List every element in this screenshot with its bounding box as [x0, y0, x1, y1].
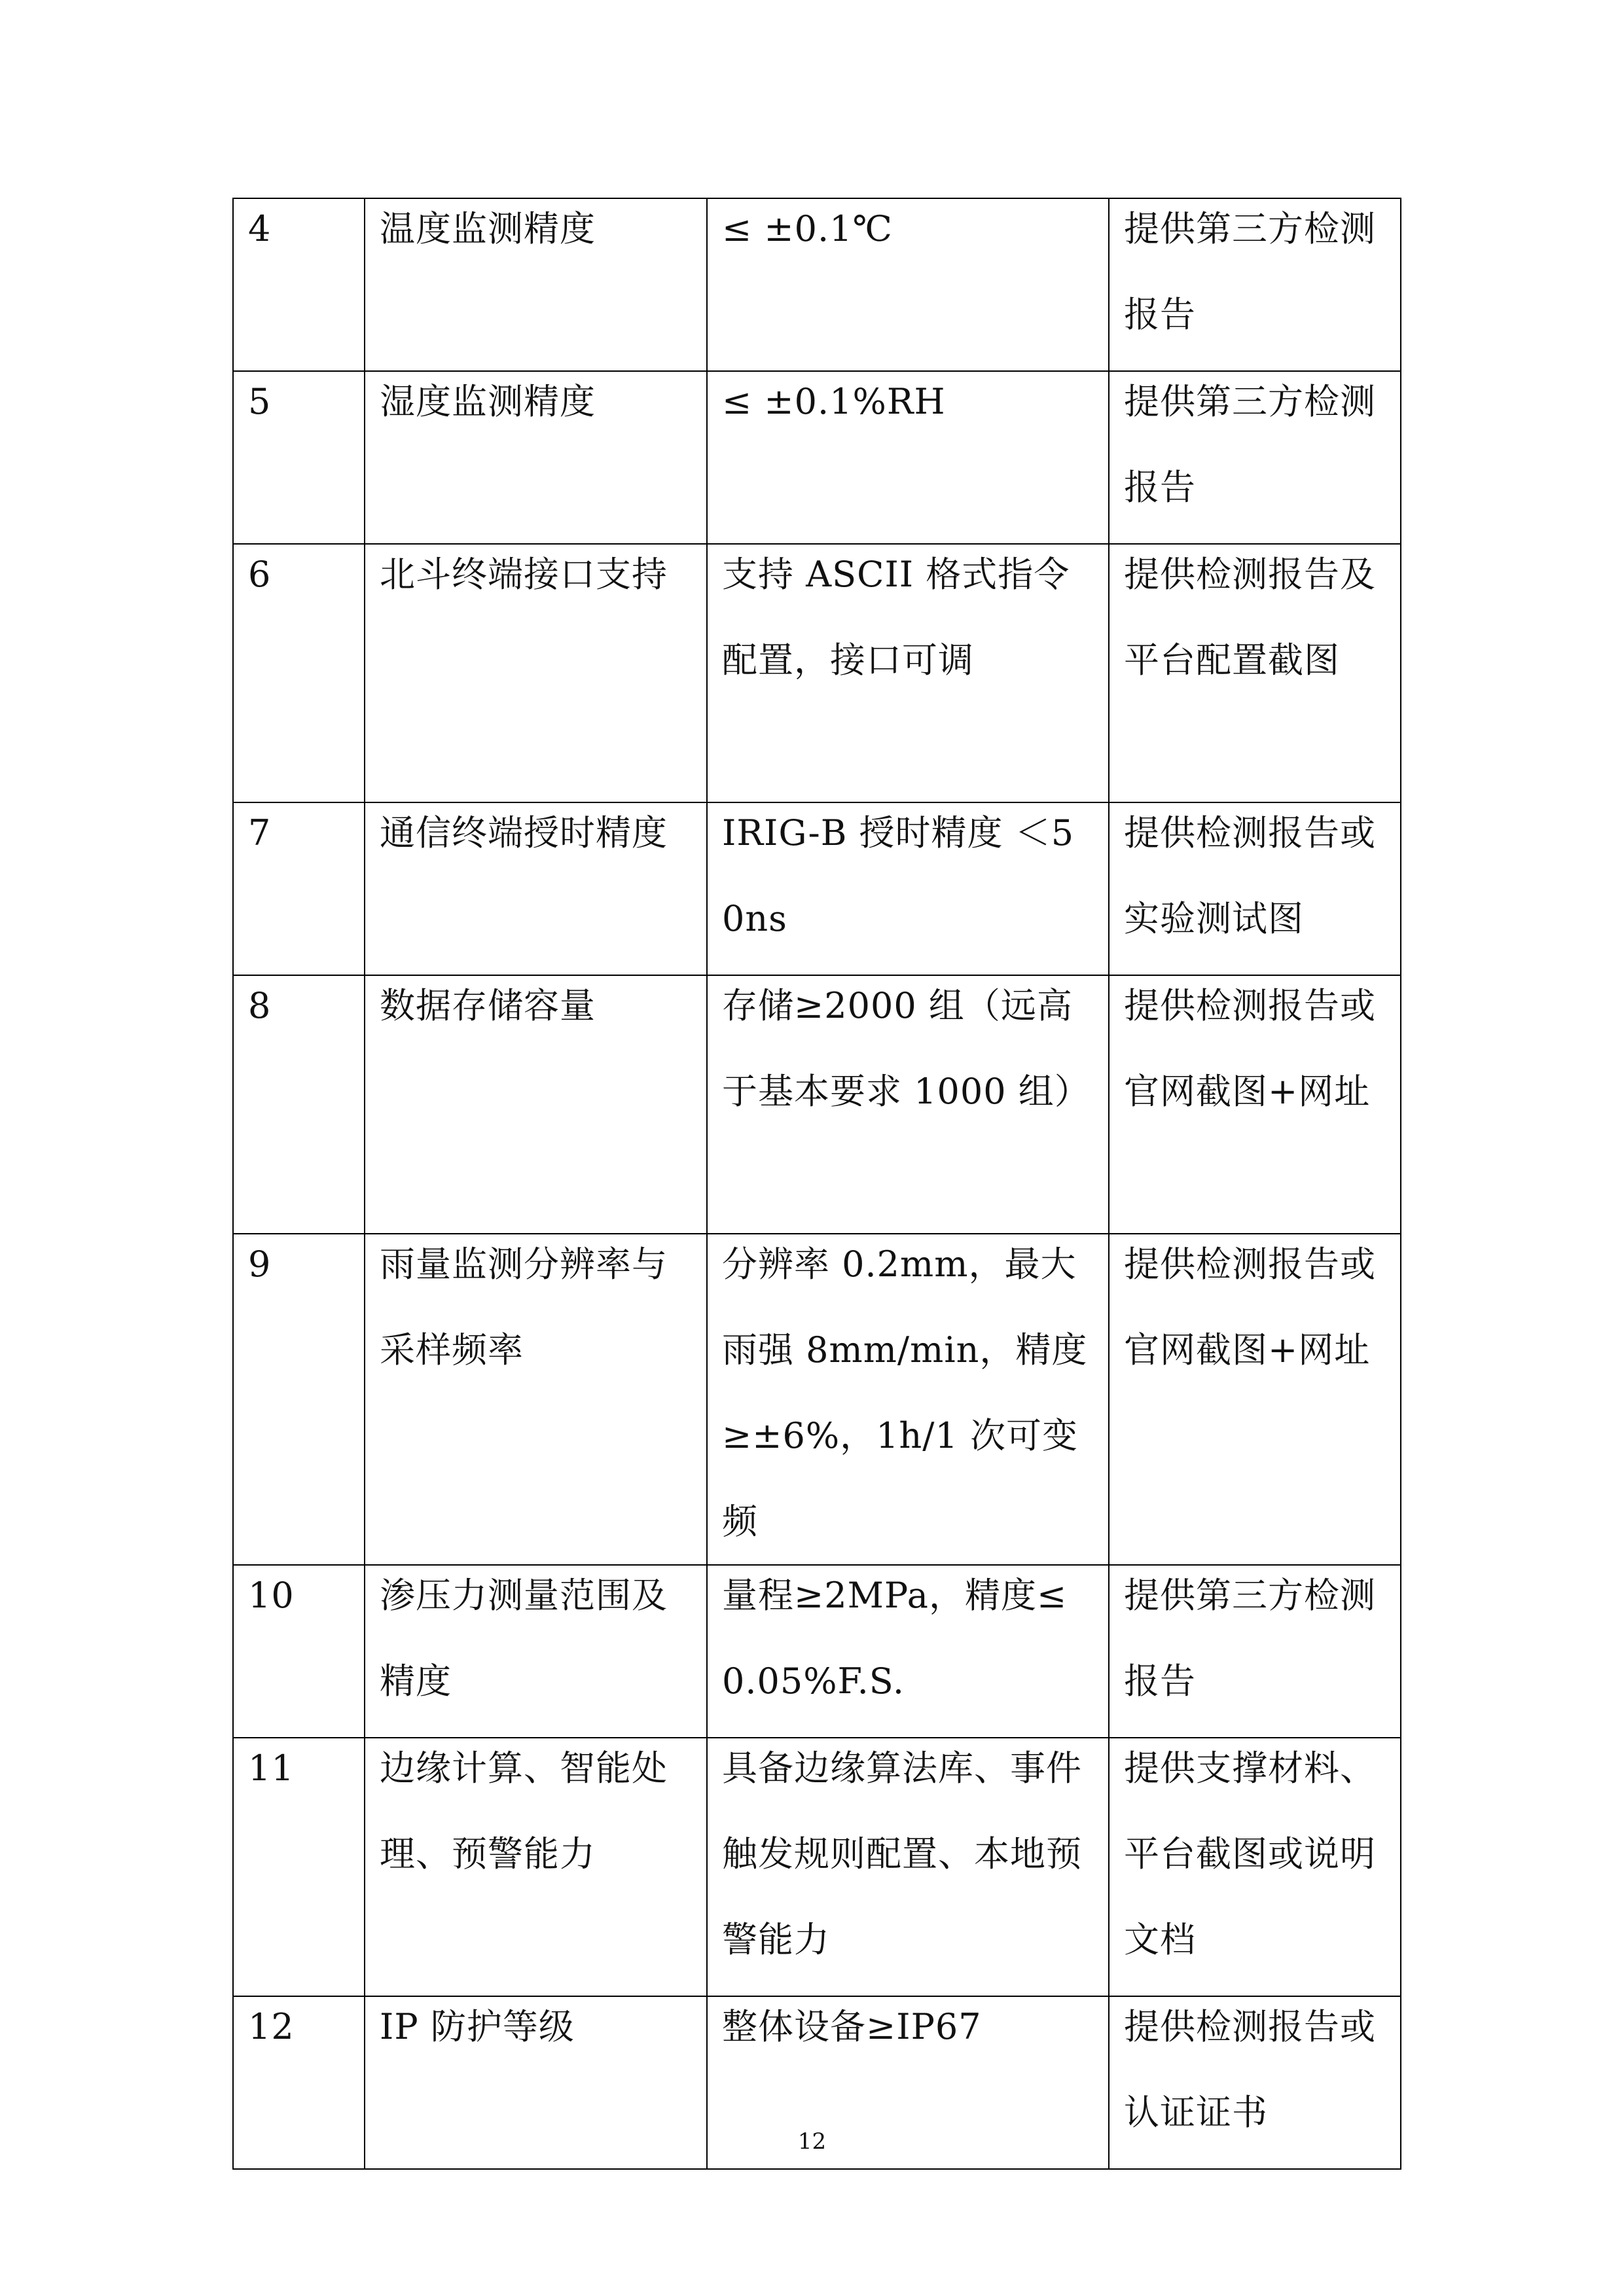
row-number: 10 [248, 1575, 295, 1616]
row-number: 9 [248, 1244, 272, 1285]
row-number-cell [233, 802, 365, 975]
row-number: 7 [248, 812, 272, 853]
requirement-cell [707, 544, 1109, 802]
requirement-text: IRIG-B 授时精度 ＜50ns [722, 812, 1075, 939]
requirement-text: 分辨率 0.2mm，最大雨强 8mm/min，精度≥±6%，1h/1 次可变频 [722, 1244, 1088, 1542]
requirement-text: 支持 ASCII 格式指令配置，接口可调 [722, 554, 1070, 681]
table-row [233, 371, 1401, 544]
proof-cell [1109, 1565, 1401, 1738]
table-row [233, 1234, 1401, 1565]
proof-cell [1109, 198, 1401, 371]
row-number: 6 [248, 554, 272, 595]
requirement-cell [707, 802, 1109, 975]
table-row [233, 198, 1401, 371]
requirement-text: 存储≥2000 组（远高于基本要求 1000 组） [722, 985, 1091, 1112]
table-row [233, 544, 1401, 802]
proof-text: 提供第三方检测报告 [1124, 1575, 1376, 1702]
requirement-cell [707, 198, 1109, 371]
table-row [233, 1565, 1401, 1738]
row-number-cell [233, 975, 365, 1234]
row-number-cell [233, 544, 365, 802]
row-number-cell [233, 1738, 365, 1996]
proof-cell [1109, 1234, 1401, 1565]
row-number-cell [233, 1565, 365, 1738]
requirement-cell [707, 371, 1109, 544]
item-cell [365, 1234, 707, 1565]
proof-text: 提供第三方检测报告 [1124, 208, 1376, 335]
table-row [233, 802, 1401, 975]
item-name: IP 防护等级 [380, 2006, 575, 2047]
row-number-cell [233, 198, 365, 371]
requirement-text: ≤ ±0.1℃ [722, 208, 893, 249]
proof-cell [1109, 975, 1401, 1234]
requirement-cell [707, 975, 1109, 1234]
item-cell [365, 975, 707, 1234]
item-cell [365, 802, 707, 975]
proof-cell [1109, 802, 1401, 975]
proof-text: 提供支撑材料、平台截图或说明文档 [1124, 1748, 1376, 1960]
requirement-text: 整体设备≥IP67 [722, 2006, 982, 2047]
row-number-cell [233, 371, 365, 544]
table-row [233, 1738, 1401, 1996]
table-row [233, 975, 1401, 1234]
proof-text: 提供检测报告或官网截图+网址 [1124, 985, 1376, 1112]
row-number: 11 [248, 1748, 295, 1789]
row-number-cell [233, 1234, 365, 1565]
item-cell [365, 198, 707, 371]
row-number: 8 [248, 985, 272, 1026]
proof-cell [1109, 544, 1401, 802]
item-name: 湿度监测精度 [380, 381, 596, 422]
proof-cell [1109, 371, 1401, 544]
requirement-cell [707, 1234, 1109, 1565]
item-cell [365, 371, 707, 544]
requirement-text: 具备边缘算法库、事件触发规则配置、本地预警能力 [722, 1748, 1082, 1960]
proof-text: 提供检测报告或官网截图+网址 [1124, 1244, 1376, 1371]
requirement-cell [707, 1565, 1109, 1738]
row-number: 12 [248, 2006, 295, 2047]
proof-text: 提供第三方检测报告 [1124, 381, 1376, 508]
item-name: 数据存储容量 [380, 985, 596, 1026]
item-name: 通信终端授时精度 [380, 812, 668, 853]
item-cell [365, 1565, 707, 1738]
item-cell [365, 544, 707, 802]
proof-cell [1109, 1738, 1401, 1996]
item-name: 温度监测精度 [380, 208, 596, 249]
item-name: 渗压力测量范围及精度 [380, 1575, 668, 1702]
page-number: 12 [797, 2128, 827, 2155]
proof-text: 提供检测报告及平台配置截图 [1124, 554, 1376, 681]
requirement-text: 量程≥2MPa，精度≤0.05%F.S. [722, 1575, 1068, 1702]
requirement-cell [707, 1738, 1109, 1996]
item-name: 雨量监测分辨率与采样频率 [380, 1244, 668, 1371]
item-name: 北斗终端接口支持 [380, 554, 668, 595]
row-number: 5 [248, 381, 272, 422]
row-number: 4 [248, 208, 272, 249]
requirement-text: ≤ ±0.1%RH [722, 381, 946, 422]
spec-table [232, 198, 1401, 2170]
item-name: 边缘计算、智能处理、预警能力 [380, 1748, 668, 1874]
item-cell [365, 1738, 707, 1996]
proof-text: 提供检测报告或认证证书 [1124, 2006, 1376, 2133]
proof-text: 提供检测报告或实验测试图 [1124, 812, 1376, 939]
